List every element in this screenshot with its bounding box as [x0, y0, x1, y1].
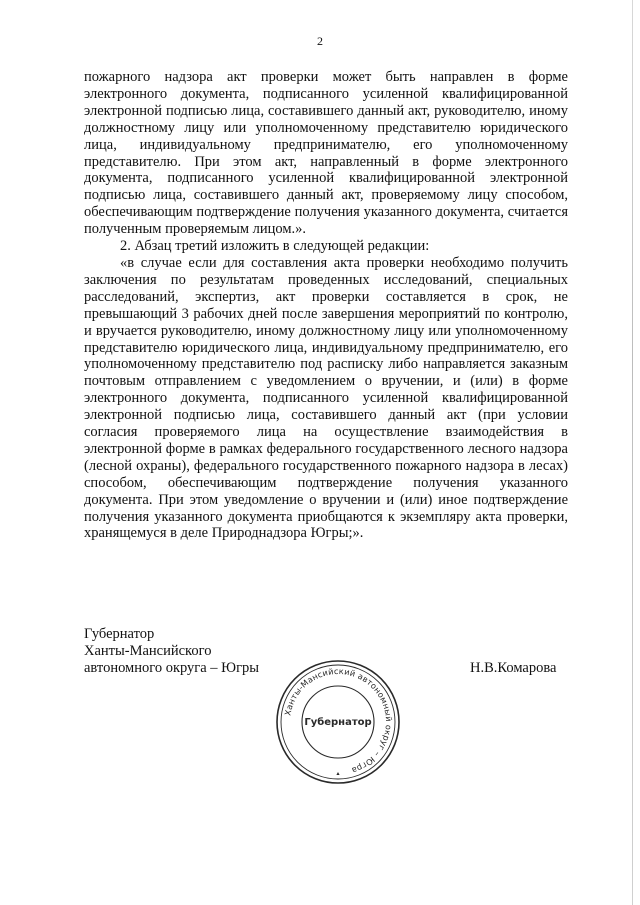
- seal-ring-text: Ханты-Мансийский автономный округ – Югра: [282, 665, 395, 776]
- signatory-position-line: Ханты-Мансийского: [84, 643, 212, 659]
- signatory-position: [84, 626, 259, 677]
- signatory-position-line: автономного округа – Югры: [84, 660, 260, 676]
- signatory-name: Н.В.Комарова: [470, 660, 557, 676]
- page-number: 2: [317, 34, 323, 48]
- signatory-position-line: Губернатор: [84, 626, 155, 642]
- document-body: [84, 69, 568, 542]
- seal-center-text: Губернатор: [304, 717, 372, 728]
- scan-page-edge: [632, 0, 633, 905]
- seal-star-mark: [336, 772, 339, 775]
- paragraph-continuation: пожарного надзора акт проверки может быть направлен в форме электронного документа, подписанного усиленной квалифицированной электронной подписью лица, составившего данный акт, руководителю, иному должностному лицу или уполномоченному представителю юридического лица, индивидуальному предпринимателю, его уполномоченному представителю. При этом акт, направленный в форме электронного документа, подписанного усиленной квалифицированной электронной подписью лица, составившего данный акт, проверяемому лицу способом, обеспечивающим подтверждение получения указанного документа, считается полученным проверяемым лицом.».: [84, 69, 568, 238]
- paragraph-item-2: 2. Абзац третий изложить в следующей редакции:: [120, 238, 430, 255]
- paragraph-new-wording: «в случае если для составления акта проверки необходимо получить заключения по результатам проведенных исследований, специальных расследований, экспертиз, акт проверки составляется в срок, не превышающий 3 рабочих дней после завершения мероприятий по контролю, и вручается руководителю, иному должностному лицу или уполномоченному представителю юридического лица, индивидуальному предпринимателю, его уполномоченному представителю под расписку либо направляется заказным почтовым отправлением с уведомлением о вручении, и (или) в форме электронного документа, подписанного усиленной квалифицированной электронной подписью лица, составившего данный акт (при условии согласия проверяемого лица на осуществление взаимодействия в электронной форме в рамках федерального государственного лесного надзора (лесной охраны), федерального государственного пожарного надзора в лесах) способом, обеспечивающим подтверждение получения указанного документа. При этом уведомление о вручении и (или) иное подтверждение получения указанного документа приобщаются к экземпляру акта проверки, хранящемуся в деле Природнадзора Югры;».: [84, 254, 568, 542]
- official-seal-stamp: [273, 657, 403, 787]
